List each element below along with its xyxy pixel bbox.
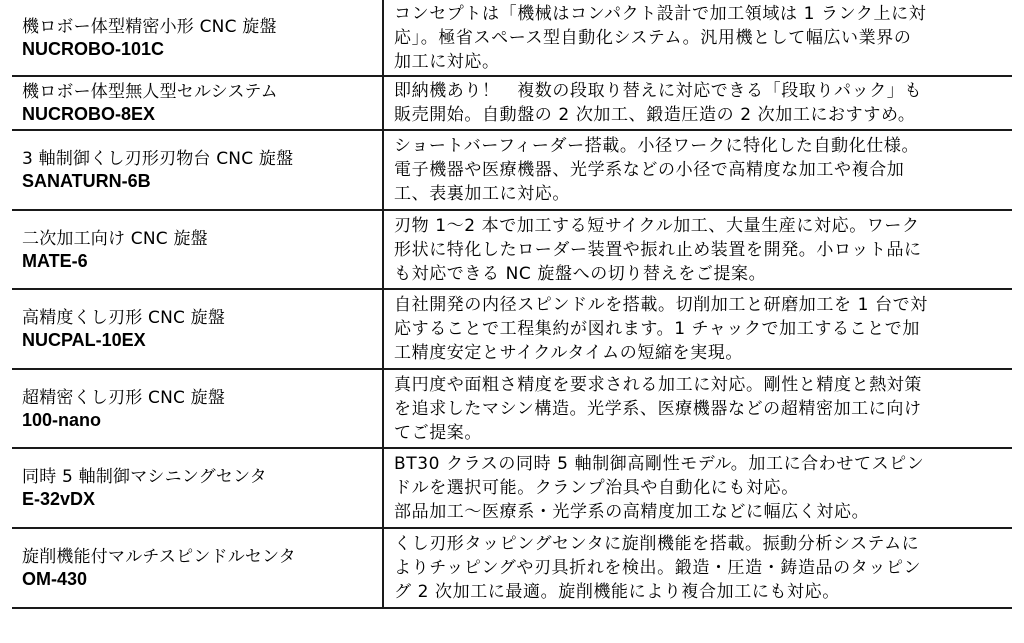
description-line: ドルを選択可能。クランプ治具や自動化にも対応。 (394, 478, 799, 498)
description-line: を追求したマシン構造。光学系、医療機器などの超精密加工に向け (394, 398, 922, 419)
description-line: 工、表裏加工に対応。 (394, 184, 570, 204)
description-line: 刃物 1〜2 本で加工する短サイクル加工、大量生産に対応。ワーク (394, 215, 920, 236)
description-line: よりチッピングや刃具折れを検出。鍛造・圧造・鋳造品のタッピン (394, 558, 922, 578)
product-description-cell (383, 130, 1012, 210)
description-line: 販売開始。自動盤の 2 次加工、鍛造圧造の 2 次加工におすすめ。 (394, 105, 916, 125)
table-row (12, 0, 1012, 76)
description-line: 形状に特化したローダー装置や振れ止め装置を開発。小ロット品に (394, 239, 922, 260)
table-row (12, 448, 1012, 528)
description-line: 加工に対応。 (394, 51, 500, 72)
description-line: ショートバーフィーダー搭載。小径ワークに特化した自動化仕様。 (394, 136, 920, 156)
product-name: 同時 5 軸制御マシニングセンタ (22, 467, 267, 487)
product-name: 超精密くし刃形 CNC 旋盤 (22, 387, 226, 408)
product-description-cell (383, 76, 1012, 130)
product-name-cell (12, 289, 383, 369)
product-model: NUCROBO-8EX (22, 104, 156, 124)
product-description-cell (383, 210, 1012, 289)
product-name-cell (12, 369, 383, 448)
product-name: 二次加工向け CNC 旋盤 (22, 228, 208, 249)
table-row (12, 130, 1012, 210)
description-line: 部品加工〜医療系・光学系の高精度加工などに幅広く対応。 (394, 502, 870, 522)
product-name-cell (12, 0, 383, 76)
product-name-cell (12, 528, 383, 608)
description-line: 工精度安定とサイクルタイムの短縮を実現。 (394, 343, 743, 363)
description-line: くし刃形タッピングセンタに旋削機能を搭載。振動分析システムに (394, 534, 920, 554)
product-model: OM-430 (22, 569, 88, 589)
description-line: 電子機器や医療機器、光学系などの小径で高精度な加工や複合加 (394, 160, 905, 180)
description-line: コンセプトは「機械はコンパクト設計で加工領域は 1 ランク上に対 (394, 3, 927, 24)
description-line: 応することで工程集約が図れます。1 チャックで加工することで加 (394, 319, 920, 339)
product-name: 機ロボー体型無人型セルシステム (22, 82, 278, 102)
product-description-cell (383, 528, 1012, 608)
product-description-cell (383, 289, 1012, 369)
description-line: 応」。極省スペース型自動化システム。汎用機として幅広い業界の (394, 27, 912, 48)
product-model: NUCPAL-10EX (22, 330, 146, 350)
product-name-cell (12, 76, 383, 130)
product-description-cell (383, 369, 1012, 448)
table-row (12, 289, 1012, 369)
product-name: 高精度くし刃形 CNC 旋盤 (22, 308, 226, 328)
product-name: 3 軸制御くし刃形刃物台 CNC 旋盤 (22, 149, 294, 169)
product-model: NUCROBO-101C (22, 38, 165, 59)
table-row (12, 210, 1012, 289)
product-name-cell (12, 448, 383, 528)
description-line: てご提案。 (394, 422, 482, 443)
description-line: 即納機あり！ 複数の段取り替えに対応できる「段取りパック」も (394, 81, 922, 101)
product-description-cell (383, 0, 1012, 76)
table-row (12, 528, 1012, 608)
product-name-cell (12, 210, 383, 289)
description-line: BT30 クラスの同時 5 軸制御高剛性モデル。加工に合わせてスピン (394, 454, 925, 474)
product-model: SANATURN-6B (22, 171, 151, 191)
description-line: も対応できる NC 旋盤への切り替えをご提案。 (394, 263, 767, 284)
product-description-cell (383, 448, 1012, 528)
description-line: 真円度や面粗さ精度を要求される加工に対応。剛性と精度と熱対策 (394, 374, 922, 395)
product-name: 旋削機能付マルチスピンドルセンタ (22, 547, 296, 567)
table-row (12, 369, 1012, 448)
product-name-cell (12, 130, 383, 210)
product-table (12, 0, 1012, 609)
product-model: E-32vDX (22, 489, 96, 509)
description-line: 自社開発の内径スピンドルを搭載。切削加工と研磨加工を 1 台で対 (394, 295, 928, 315)
table-row (12, 76, 1012, 130)
product-name: 機ロボー体型精密小形 CNC 旋盤 (22, 16, 277, 37)
description-line: グ 2 次加工に最適。旋削機能により複合加工にも対応。 (394, 582, 840, 602)
product-model: MATE-6 (22, 250, 88, 271)
product-model: 100-nano (22, 409, 102, 430)
